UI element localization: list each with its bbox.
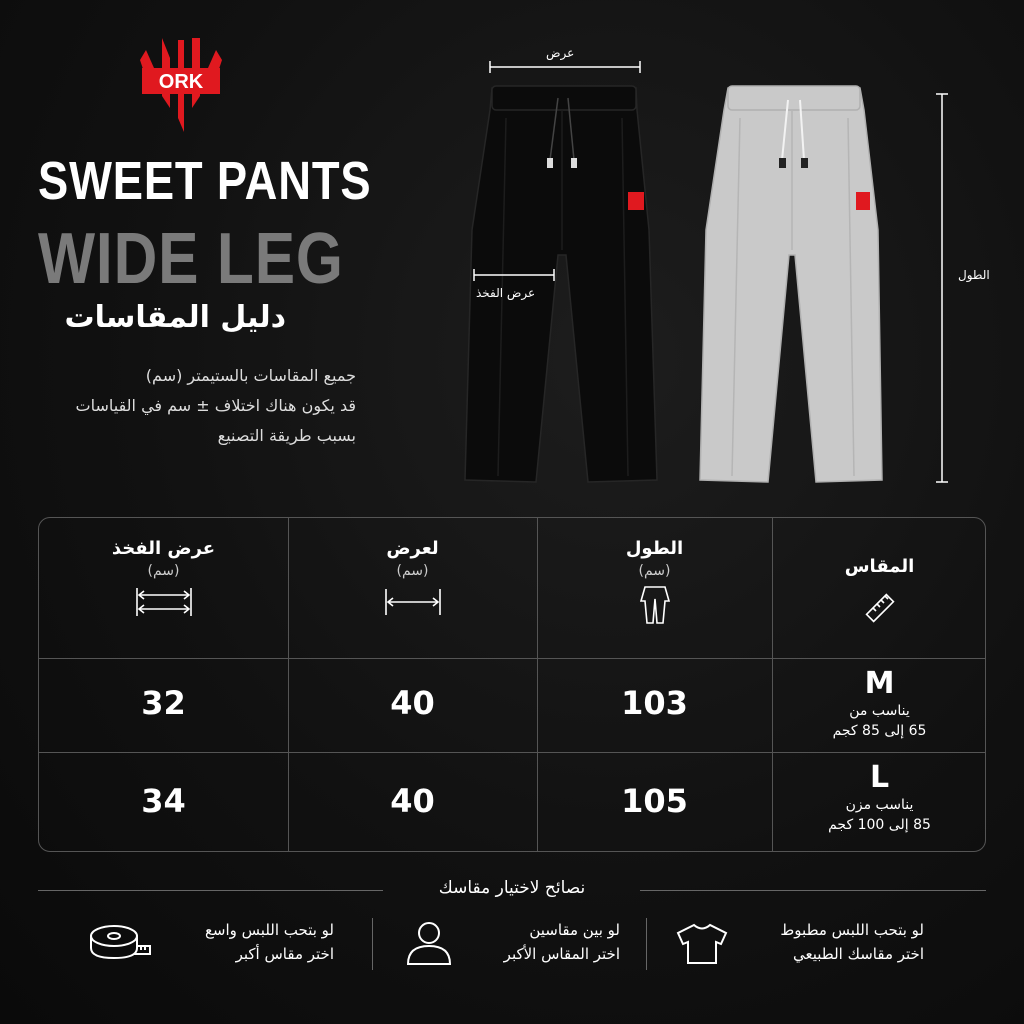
tip-3-line2: اختر مقاس أكبر bbox=[235, 945, 334, 963]
thigh-label: عرض الفخذ bbox=[476, 286, 536, 300]
row-l-size bbox=[772, 760, 986, 835]
tip-2-line2: اختر المقاس الأكبر bbox=[503, 945, 620, 963]
width-dimension bbox=[490, 61, 640, 73]
tip-3 bbox=[205, 918, 334, 966]
person-icon bbox=[404, 920, 454, 966]
note-line-2: قد يكون هناك اختلاف ± سم في القياسات bbox=[75, 396, 356, 415]
width-label: عرض bbox=[546, 46, 575, 60]
tip-3-line1: لو بتحب اللبس واسع bbox=[204, 921, 334, 939]
header-length-unit: (سم) bbox=[638, 563, 671, 579]
row-m-length: 103 bbox=[621, 684, 688, 722]
header-length bbox=[537, 538, 772, 631]
logo-text: ORK bbox=[158, 71, 204, 93]
header-width-unit: (سم) bbox=[396, 563, 429, 579]
tip-separator-2 bbox=[372, 918, 373, 970]
header-width-label: لعرض bbox=[386, 538, 439, 559]
row-m-size bbox=[772, 666, 986, 741]
size-fit-line2: 85 إلى 100 كجم bbox=[828, 817, 931, 833]
note-line-1: جميع المقاسات بالستيمتر (سم) bbox=[145, 366, 356, 385]
product-title-line2: WIDE LEG bbox=[38, 219, 344, 299]
length-dimension bbox=[936, 94, 948, 482]
header-thigh bbox=[39, 538, 288, 623]
size-fit-line2: 65 إلى 85 كجم bbox=[832, 723, 927, 739]
row-m-thigh: 32 bbox=[141, 684, 186, 722]
tip-1 bbox=[780, 918, 924, 966]
header-width bbox=[288, 538, 537, 623]
size-letter: M bbox=[864, 666, 895, 701]
header-thigh-unit: (سم) bbox=[147, 563, 180, 579]
row-l-length: 105 bbox=[621, 782, 688, 820]
tape-measure-icon bbox=[88, 922, 152, 964]
length-label: الطول bbox=[958, 268, 990, 282]
pants-length-icon bbox=[635, 583, 675, 627]
tips-title: نصائح لاختيار مقاسك bbox=[438, 878, 586, 898]
tip-separator-1 bbox=[646, 918, 647, 970]
tip-2-line1: لو بين مقاسين bbox=[529, 921, 620, 939]
header-size bbox=[772, 556, 986, 629]
header-thigh-label: عرض الفخذ bbox=[111, 538, 216, 559]
black-pants-logo bbox=[628, 192, 644, 210]
ork-logo bbox=[136, 38, 226, 132]
black-pants bbox=[465, 86, 657, 482]
grey-pants bbox=[700, 86, 882, 482]
row-l-width: 40 bbox=[390, 782, 435, 820]
product-title-line1: SWEET PANTS bbox=[38, 151, 372, 211]
size-fit-line1: يناسب من bbox=[849, 703, 910, 719]
pants-illustration bbox=[450, 40, 1020, 500]
width-arrow-icon bbox=[383, 585, 443, 619]
tshirt-icon bbox=[676, 922, 728, 966]
grey-pants-logo bbox=[856, 192, 870, 210]
header-size-label: المقاس bbox=[844, 556, 915, 577]
size-table bbox=[38, 517, 986, 852]
size-fit-line1: يناسب مزن bbox=[845, 797, 914, 813]
tip-1-line1: لو بتحب اللبس مطبوط bbox=[780, 921, 924, 939]
note-line-3: بسبب طريقة التصنيع bbox=[217, 426, 356, 445]
header-length-label: الطول bbox=[625, 538, 684, 559]
tip-1-line2: اختر مقاسك الطبيعي bbox=[792, 945, 924, 963]
thigh-width-icon bbox=[134, 585, 194, 619]
size-letter: L bbox=[869, 760, 890, 795]
ruler-icon bbox=[863, 591, 897, 625]
row-m-width: 40 bbox=[390, 684, 435, 722]
row-l-thigh: 34 bbox=[141, 782, 186, 820]
tip-2 bbox=[504, 918, 620, 966]
size-guide-title: دليل المقاسات bbox=[64, 300, 286, 335]
